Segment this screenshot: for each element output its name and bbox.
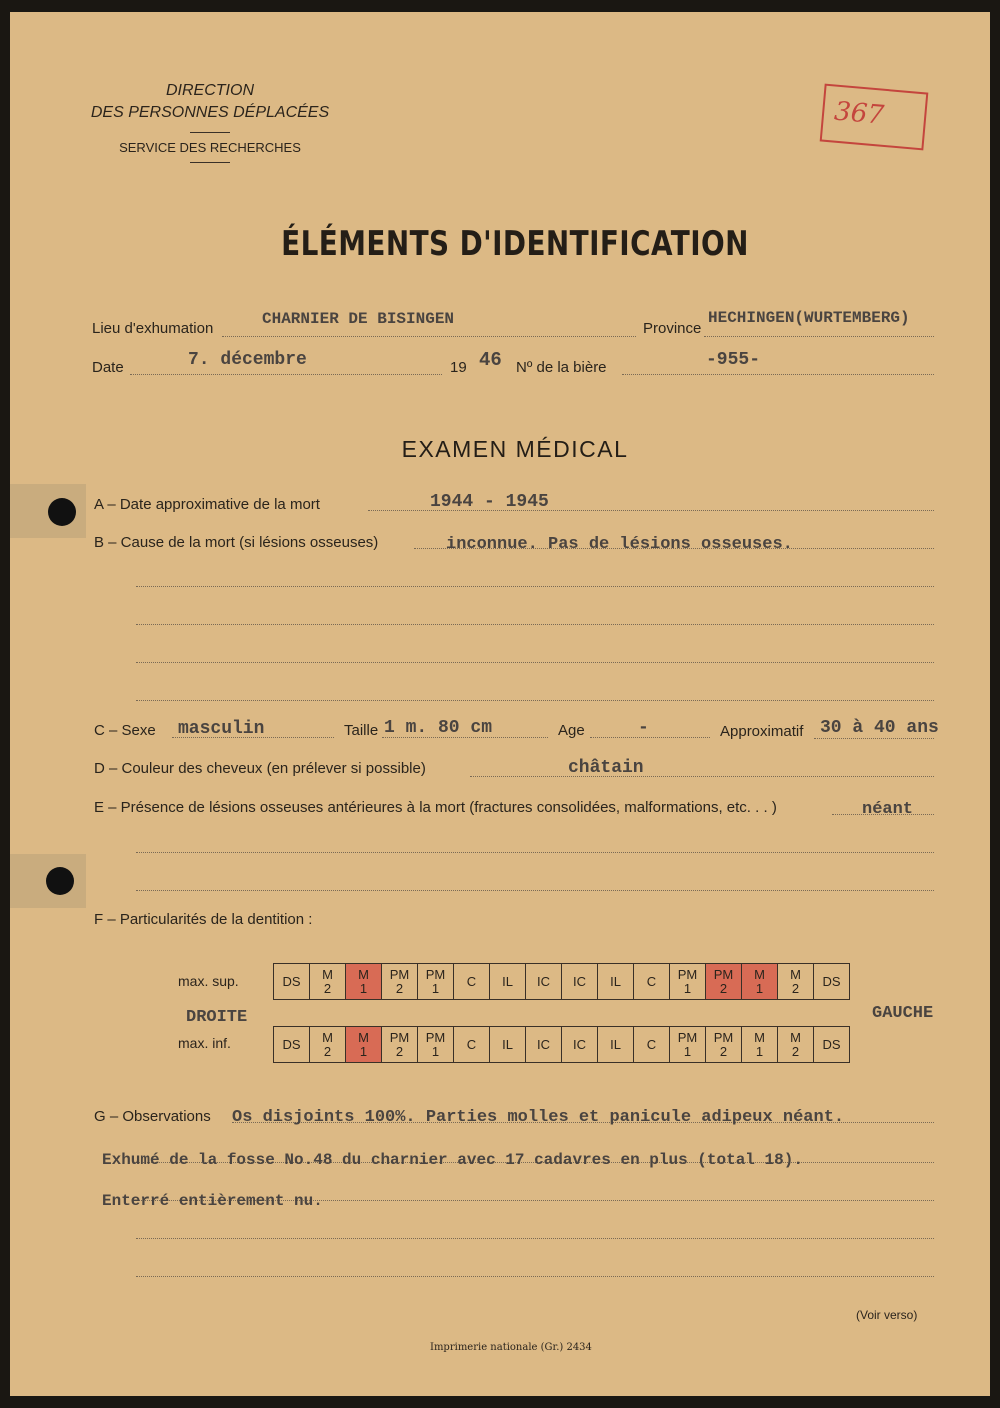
lower-tooth-7 bbox=[526, 1027, 562, 1063]
upper-tooth-2 bbox=[346, 964, 382, 1000]
lower-tooth-11 bbox=[670, 1027, 706, 1063]
province-label: Province bbox=[643, 320, 702, 337]
g-line3: Enterré entièrement nu. bbox=[102, 1192, 323, 1210]
a-label: A – Date approximative de la mort bbox=[94, 496, 320, 513]
tooth-code: IL bbox=[610, 973, 621, 989]
upper-jaw-label: max. sup. bbox=[178, 973, 239, 989]
g-dots5 bbox=[136, 1276, 934, 1277]
upper-tooth-7 bbox=[526, 964, 562, 1000]
approx-dots bbox=[814, 738, 934, 739]
tooth-number: 2 bbox=[719, 1043, 728, 1059]
lower-tooth-12 bbox=[706, 1027, 742, 1063]
lower-tooth-0 bbox=[274, 1027, 310, 1063]
date-value: 7. décembre bbox=[188, 350, 307, 370]
lower-tooth-15 bbox=[814, 1027, 850, 1063]
tooth-number: 1 bbox=[755, 980, 764, 996]
lower-tooth-3 bbox=[382, 1027, 418, 1063]
province-value: HECHINGEN(WURTEMBERG) bbox=[708, 309, 910, 327]
c-value: masculin bbox=[178, 719, 265, 739]
tooth-number: 2 bbox=[791, 980, 800, 996]
upper-tooth-4 bbox=[418, 964, 454, 1000]
tooth-code: C bbox=[646, 1036, 657, 1052]
upper-tooth-3 bbox=[382, 964, 418, 1000]
tooth-code: DS bbox=[822, 1036, 841, 1052]
tooth-code: IL bbox=[502, 973, 513, 989]
lieu-dots bbox=[222, 336, 636, 337]
tooth-code: IC bbox=[537, 1036, 550, 1052]
upper-teeth-chart bbox=[273, 963, 850, 1000]
imprimerie: Imprimerie nationale (Gr.) 2434 bbox=[430, 1342, 592, 1353]
tooth-code: IC bbox=[537, 973, 550, 989]
tooth-code: PM bbox=[677, 1029, 698, 1045]
lower-tooth-13 bbox=[742, 1027, 778, 1063]
tooth-number: 1 bbox=[683, 1043, 692, 1059]
upper-tooth-9 bbox=[598, 964, 634, 1000]
age-value: - bbox=[638, 718, 649, 738]
tooth-number: 2 bbox=[791, 1043, 800, 1059]
tooth-number: 1 bbox=[755, 1043, 764, 1059]
lower-tooth-8 bbox=[562, 1027, 598, 1063]
age-label: Age bbox=[558, 722, 585, 739]
tooth-code: DS bbox=[282, 1036, 301, 1052]
punch-hole-top bbox=[48, 498, 76, 526]
upper-tooth-11 bbox=[670, 964, 706, 1000]
tooth-number: 2 bbox=[719, 980, 728, 996]
upper-tooth-14 bbox=[778, 964, 814, 1000]
lower-jaw-label: max. inf. bbox=[178, 1035, 231, 1051]
approx-value: 30 à 40 ans bbox=[820, 718, 939, 738]
upper-tooth-10 bbox=[634, 964, 670, 1000]
e-line2 bbox=[136, 852, 934, 853]
tooth-code: IC bbox=[573, 1036, 586, 1052]
tooth-code: M bbox=[790, 966, 801, 982]
lower-tooth-6 bbox=[490, 1027, 526, 1063]
b-line3 bbox=[136, 624, 934, 625]
stamp-number: 367 bbox=[833, 96, 886, 131]
tooth-code: M bbox=[358, 966, 369, 982]
lower-tooth-2 bbox=[346, 1027, 382, 1063]
approx-label: Approximatif bbox=[720, 723, 804, 740]
punch-hole-bottom bbox=[46, 867, 74, 895]
tooth-code: PM bbox=[713, 1029, 734, 1045]
service-divider bbox=[190, 162, 230, 163]
tooth-code: PM bbox=[713, 966, 734, 982]
date-label: Date bbox=[92, 359, 124, 376]
upper-tooth-0 bbox=[274, 964, 310, 1000]
year-prefix: 19 bbox=[450, 359, 467, 376]
lieu-value: CHARNIER DE BISINGEN bbox=[262, 310, 455, 328]
upper-tooth-13 bbox=[742, 964, 778, 1000]
tooth-number: 1 bbox=[359, 1043, 368, 1059]
c-label: C – Sexe bbox=[94, 722, 156, 739]
gauche-label: GAUCHE bbox=[872, 1004, 934, 1023]
a-value: 1944 - 1945 bbox=[430, 492, 549, 512]
tooth-code: PM bbox=[389, 966, 410, 982]
voir-verso: (Voir verso) bbox=[856, 1308, 918, 1322]
lower-teeth-chart bbox=[273, 1026, 850, 1063]
tooth-code: IC bbox=[573, 973, 586, 989]
biere-dots bbox=[622, 374, 934, 375]
tooth-code: M bbox=[754, 1029, 765, 1045]
tooth-number: 2 bbox=[323, 1043, 332, 1059]
tooth-code: IL bbox=[610, 1036, 621, 1052]
tooth-number: 2 bbox=[395, 1043, 404, 1059]
tooth-code: DS bbox=[282, 973, 301, 989]
b-value: inconnue. Pas de lésions osseuses. bbox=[446, 535, 793, 554]
upper-tooth-6 bbox=[490, 964, 526, 1000]
tooth-code: M bbox=[322, 1029, 333, 1045]
year-value: 46 bbox=[479, 349, 502, 371]
lower-tooth-10 bbox=[634, 1027, 670, 1063]
number-stamp bbox=[820, 84, 929, 151]
tooth-code: IL bbox=[502, 1036, 513, 1052]
lower-tooth-14 bbox=[778, 1027, 814, 1063]
biere-value: -955- bbox=[706, 350, 761, 370]
upper-tooth-15 bbox=[814, 964, 850, 1000]
biere-label: Nº de la bière bbox=[516, 359, 607, 376]
tooth-code: PM bbox=[425, 966, 446, 982]
e-label: E – Présence de lésions osseuses antérieures à la mort (fractures consolidées, malformations, etc. . . ) bbox=[94, 799, 777, 816]
lieu-label: Lieu d'exhumation bbox=[92, 320, 214, 337]
tooth-code: C bbox=[466, 973, 477, 989]
tooth-code: M bbox=[790, 1029, 801, 1045]
org-header bbox=[90, 80, 330, 124]
upper-tooth-1 bbox=[310, 964, 346, 1000]
page-title: ÉLÉMENTS D'IDENTIFICATION bbox=[281, 224, 749, 264]
age-dots bbox=[590, 737, 710, 738]
date-dots bbox=[130, 374, 442, 375]
g-line2: Exhumé de la fosse No.48 du charnier avec 17 cadavres en plus (total 18). bbox=[102, 1151, 803, 1169]
org-line1: DIRECTION bbox=[166, 82, 254, 99]
upper-tooth-12 bbox=[706, 964, 742, 1000]
lower-tooth-1 bbox=[310, 1027, 346, 1063]
lower-tooth-9 bbox=[598, 1027, 634, 1063]
tooth-code: C bbox=[646, 973, 657, 989]
tooth-code: M bbox=[358, 1029, 369, 1045]
tooth-code: DS bbox=[822, 973, 841, 989]
taille-value: 1 m. 80 cm bbox=[384, 718, 493, 738]
d-value: châtain bbox=[568, 758, 644, 778]
g-line1: Os disjoints 100%. Parties molles et panicule adipeux néant. bbox=[232, 1108, 845, 1127]
tooth-code: M bbox=[754, 966, 765, 982]
g-dots4 bbox=[136, 1238, 934, 1239]
taille-label: Taille bbox=[344, 722, 379, 739]
tooth-code: PM bbox=[677, 966, 698, 982]
service-label: SERVICE DES RECHERCHES bbox=[119, 140, 301, 155]
section-title: EXAMEN MÉDICAL bbox=[401, 436, 629, 462]
tooth-code: PM bbox=[389, 1029, 410, 1045]
b-line5 bbox=[136, 700, 934, 701]
form-sheet bbox=[10, 12, 990, 1396]
droite-label: DROITE bbox=[186, 1008, 248, 1027]
upper-tooth-5 bbox=[454, 964, 490, 1000]
tooth-number: 1 bbox=[683, 980, 692, 996]
tooth-number: 2 bbox=[395, 980, 404, 996]
header-divider bbox=[190, 132, 230, 133]
province-dots bbox=[704, 336, 934, 337]
f-label: F – Particularités de la dentition : bbox=[94, 911, 313, 928]
b-line4 bbox=[136, 662, 934, 663]
lower-tooth-4 bbox=[418, 1027, 454, 1063]
upper-tooth-8 bbox=[562, 964, 598, 1000]
tooth-number: 1 bbox=[431, 980, 440, 996]
b-label: B – Cause de la mort (si lésions osseuses) bbox=[94, 534, 379, 551]
e-value: néant bbox=[862, 800, 914, 819]
tooth-number: 1 bbox=[431, 1043, 440, 1059]
tooth-number: 1 bbox=[359, 980, 368, 996]
org-line2: DES PERSONNES DÉPLACÉES bbox=[90, 104, 330, 121]
tooth-code: PM bbox=[425, 1029, 446, 1045]
tooth-number: 2 bbox=[323, 980, 332, 996]
lower-tooth-5 bbox=[454, 1027, 490, 1063]
b-line2 bbox=[136, 586, 934, 587]
g-label: G – Observations bbox=[94, 1108, 211, 1125]
e-line3 bbox=[136, 890, 934, 891]
d-label: D – Couleur des cheveux (en prélever si possible) bbox=[94, 760, 426, 777]
tooth-code: M bbox=[322, 966, 333, 982]
tooth-code: C bbox=[466, 1036, 477, 1052]
d-dots bbox=[470, 776, 934, 777]
